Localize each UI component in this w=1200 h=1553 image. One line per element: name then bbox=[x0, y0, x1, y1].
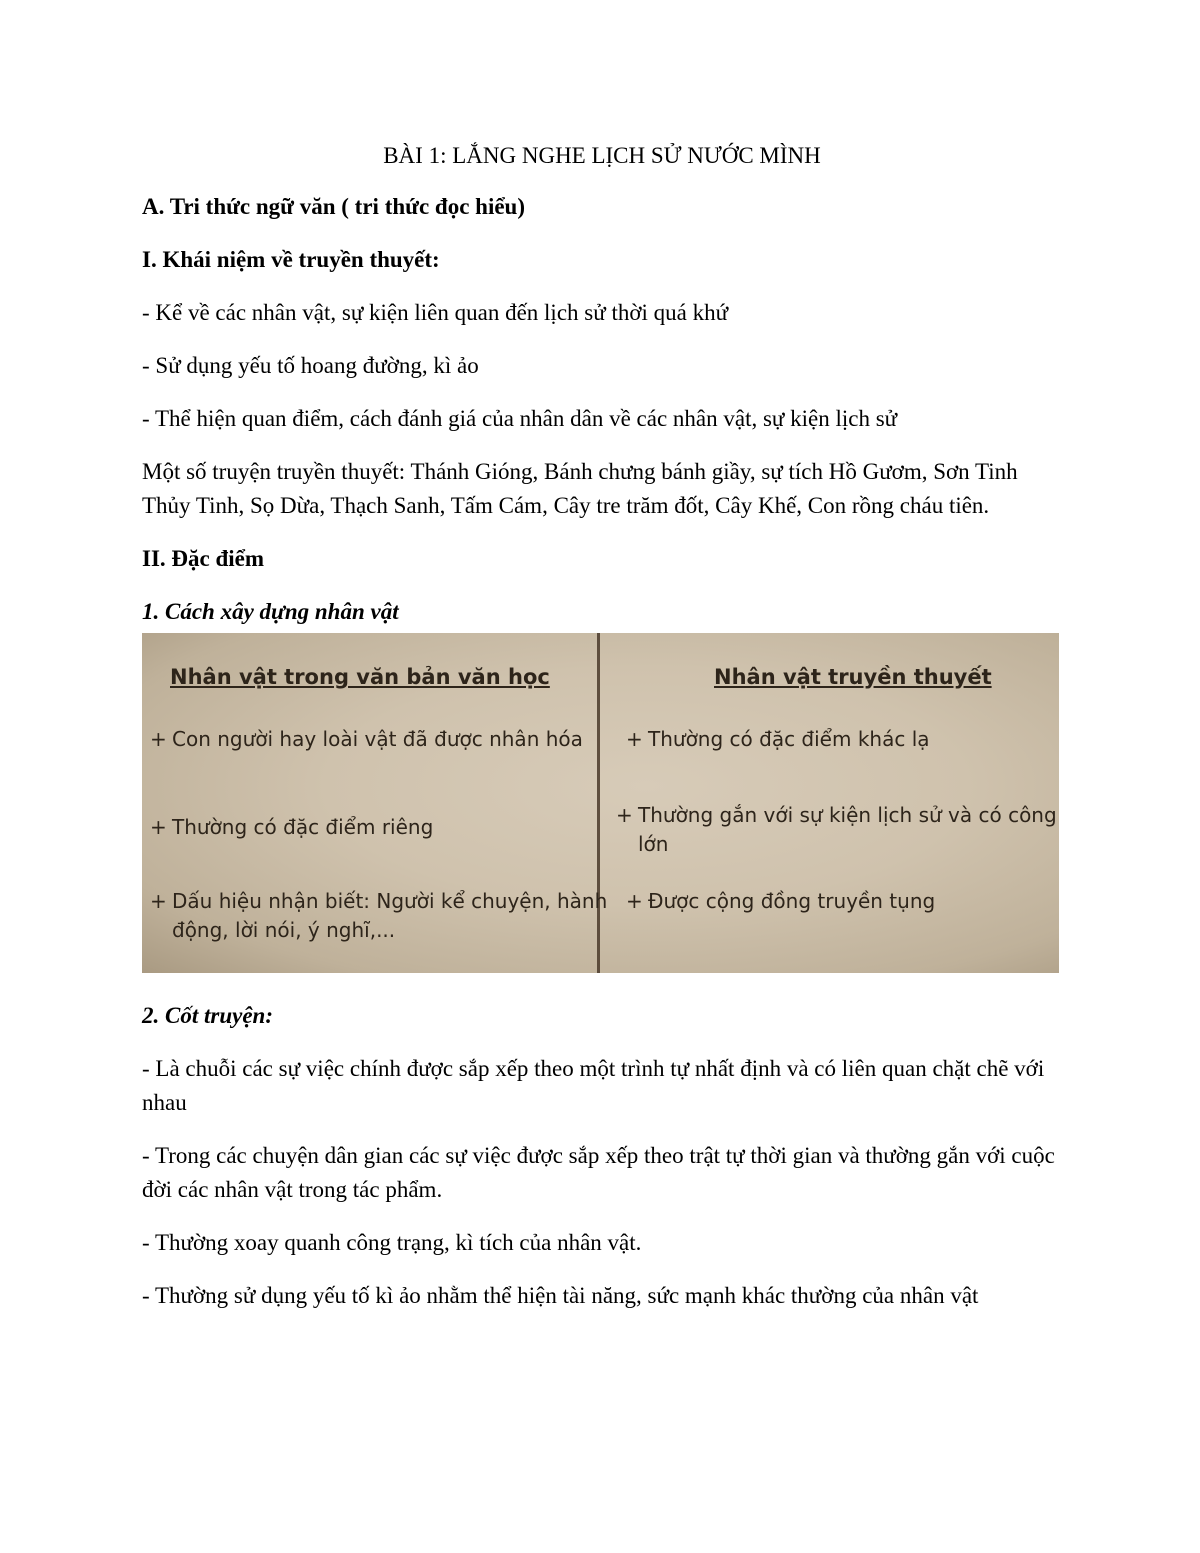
definition-bullet: - Sử dụng yếu tố hoang đường, kì ảo bbox=[142, 353, 479, 378]
subsection-character-heading: 1. Cách xây dựng nhân vật bbox=[142, 599, 399, 624]
subsection-plot-heading: 2. Cốt truyện: bbox=[142, 1003, 273, 1028]
section-2-heading: II. Đặc điểm bbox=[142, 546, 265, 571]
literary-character-item: + Dấu hiệu nhận biết: Người kể chuyện, hành động, lời nói, ý nghĩ,... bbox=[150, 889, 608, 942]
plot-bullet: - Là chuỗi các sự việc chính được sắp xếp theo một trình tự nhất định và có liên quan chặt chẽ với nhau bbox=[142, 1056, 1045, 1115]
definition-bullet: - Kể về các nhân vật, sự kiện liên quan đến lịch sử thời quá khứ bbox=[142, 300, 729, 325]
literary-character-item: + Thường có đặc điểm riêng bbox=[150, 815, 434, 839]
plot-bullet: - Thường xoay quanh công trạng, kì tích của nhân vật. bbox=[142, 1230, 642, 1255]
legend-character-item: + Được cộng đồng truyền tụng bbox=[626, 889, 936, 913]
plot-bullet: - Thường sử dụng yếu tố kì ảo nhằm thể hiện tài năng, sức mạnh khác thường của nhân vật bbox=[142, 1283, 979, 1308]
literary-character-header: Nhân vật trong văn bản văn học bbox=[170, 665, 550, 689]
character-comparison-image bbox=[142, 633, 1059, 973]
examples-paragraph: Một số truyện truyền thuyết: Thánh Gióng, Bánh chưng bánh giầy, sự tích Hồ Gươm, Sơn Tinh Thủy Tinh, Sọ Dừa, Thạch Sanh, Tấm Cám, Cây tre trăm đốt, Cây Khế, Con rồng cháu tiên. bbox=[142, 459, 1018, 518]
document-page bbox=[142, 140, 1062, 1332]
document-title: BÀI 1: LẮNG NGHE LỊCH SỬ NƯỚC MÌNH bbox=[383, 143, 821, 168]
legend-character-header: Nhân vật truyền thuyết bbox=[714, 665, 992, 689]
plot-bullet: - Trong các chuyện dân gian các sự việc được sắp xếp theo trật tự thời gian và thường gắn với cuộc đời các nhân vật trong tác phẩm. bbox=[142, 1143, 1055, 1202]
section-a-heading: A. Tri thức ngữ văn ( tri thức đọc hiểu) bbox=[142, 194, 525, 219]
legend-character-item: + Thường có đặc điểm khác lạ bbox=[626, 727, 930, 751]
definition-bullet: - Thể hiện quan điểm, cách đánh giá của nhân dân về các nhân vật, sự kiện lịch sử bbox=[142, 406, 898, 431]
section-1-heading: I. Khái niệm về truyền thuyết: bbox=[142, 247, 440, 272]
literary-character-item: + Con người hay loài vật đã được nhân hóa bbox=[150, 727, 583, 751]
legend-character-item: + Thường gắn với sự kiện lịch sử và có công lớn bbox=[616, 803, 1057, 856]
